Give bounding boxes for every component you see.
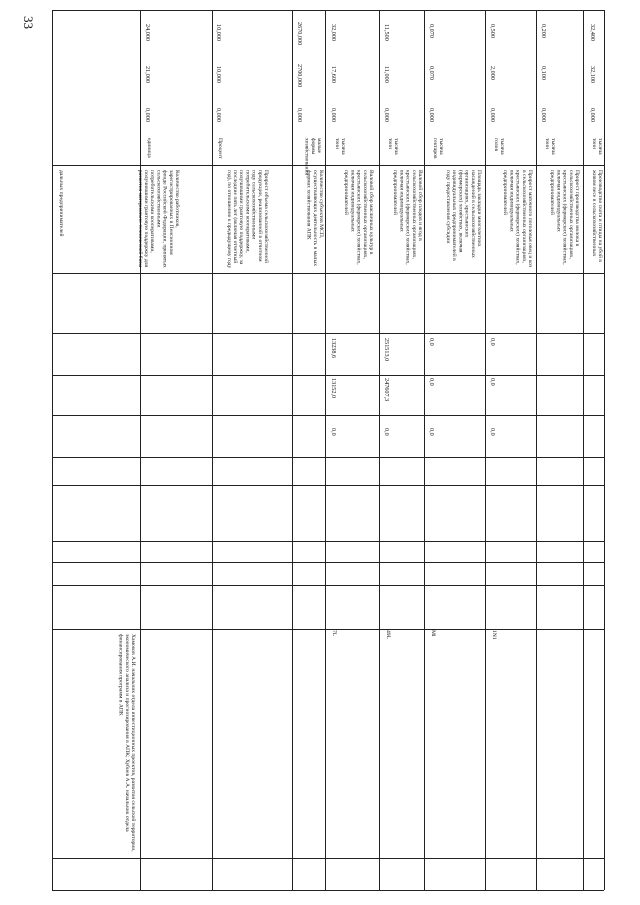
row-rule: [52, 10, 604, 11]
column-rule: [485, 10, 486, 890]
value-plan: 0,100: [540, 66, 547, 80]
indicator-code: 49L: [385, 630, 391, 640]
column-rule: [583, 10, 584, 890]
indicator-unit: тысяча тонн: [543, 138, 556, 155]
column-rule: [52, 10, 53, 890]
row-rule: [52, 457, 604, 458]
column-rule: [536, 10, 537, 890]
column-rule: [604, 10, 605, 890]
value-target: 11,500: [383, 24, 390, 41]
value-plan: 0,070: [428, 66, 435, 80]
indicator-unit: тысяча тонн: [333, 138, 346, 155]
funding-2: 247607,3: [383, 378, 390, 402]
row-rule: [52, 858, 604, 859]
column-rule: [325, 10, 326, 890]
funding-3: 0,0: [489, 338, 496, 346]
indicator-name: Производство скота и птицы на убой в живом весе в сельскохозяйственных: [590, 170, 603, 262]
funding-3: 251513,0: [383, 338, 390, 362]
column-rule: [140, 10, 141, 890]
row-rule: [52, 333, 604, 334]
indicator-unit: тысяча гектаров: [431, 138, 444, 159]
row-rule: [52, 541, 604, 542]
indicator-name: Площадь закладки многолетних насаждений в сельскохозяйственных организациях, крестьянских (фермерских) хозяйствах, включая индивидуальных предпринимателей в году предоставления субсидии: [444, 170, 482, 261]
indicator-unit: тысяча голов: [492, 138, 505, 155]
row-rule: [52, 485, 604, 486]
indicator-name: Прирост производства молока в сельскохозяйственных организациях, крестьянских (фермерских) хозяйствах, включая индивидуальных предпринимателей: [549, 170, 580, 265]
row-rule: [52, 562, 604, 563]
funding-1: 0,0: [383, 428, 390, 436]
funding-1: 0,0: [330, 428, 337, 436]
value-base: 0,000: [489, 108, 496, 122]
indicator-code: 7L: [331, 630, 337, 637]
indicator-unit: малые формы хозяйствования: [303, 138, 322, 176]
funding-2: 0,0: [428, 378, 435, 386]
row-rule: [52, 273, 604, 274]
value-plan: 10,000: [215, 66, 222, 84]
funding-3: 0,0: [428, 338, 435, 346]
value-target: 32,000: [330, 24, 337, 42]
value-target: 0,070: [428, 24, 435, 38]
value-plan: 17,600: [330, 66, 337, 84]
value-target: 24,000: [144, 24, 151, 42]
program-table: [52, 10, 604, 890]
page-number: 33: [21, 16, 36, 29]
responsible-executors: Хамоков А.И. начальник отдела инвестиционных проектов, развития сельской территории, экономического анализа и прогнозирования в АПК; Хубиев А.А. начальник отдела финансирования программ в АПК: [117, 634, 136, 852]
column-rule: [379, 10, 380, 890]
continued-header: дальных предпринимателей: [58, 170, 64, 237]
value-base: 0,000: [540, 108, 547, 122]
value-plan: 2,000: [489, 66, 496, 80]
value-target: 2670,000: [296, 22, 303, 46]
value-base: 0,000: [383, 108, 390, 122]
indicator-unit: тысяча тонн: [386, 138, 399, 155]
indicator-name: Прирост объема сельскохозяйственной продукции, реализованной в отчетном году сельскохозяйственными потребительскими кооперативами, получившими грантовую поддержку, за последние пять лет (включая отчетный год), по отношению к предыдущему году: [225, 170, 269, 269]
column-rule: [292, 10, 293, 890]
value-base: 0,000: [296, 108, 303, 122]
value-plan: 32,100: [589, 66, 596, 84]
indicator-name: Прирост маточного поголовья овец и коз в сельскохозяйственных организациях, крестьянских (фермерских) хозяйствах, включая индивидуальных предпринимателей: [502, 170, 533, 268]
value-plan: 11,000: [383, 66, 390, 83]
row-rule: [52, 629, 604, 630]
indicator-name: Количество работников, зарегистрированных в Пенсионном фонде Российской Федерации, принятых сельскохозяйственными потребительскими кооперативами, получившими грантовую поддержку для развития материально-технической базы: [136, 170, 180, 268]
row-rule: [52, 375, 604, 376]
funding-2: 13152,0: [330, 378, 337, 399]
value-target: 0,500: [489, 24, 496, 38]
indicator-name: Количество субъектов МСП, осуществляющих деятельность в малых формах хозяйствования АПК: [305, 170, 324, 267]
value-base: 0,000: [330, 108, 337, 122]
indicator-code: Ml: [430, 630, 436, 637]
value-target: 32,400: [589, 24, 596, 42]
funding-2: 0,0: [489, 378, 496, 386]
row-rule: [52, 415, 604, 416]
row-rule: [52, 585, 604, 586]
value-plan: 2700,000: [296, 64, 303, 88]
value-target: 0,200: [540, 24, 547, 38]
funding-1: 0,0: [489, 428, 496, 436]
value-plan: 21,000: [144, 66, 151, 84]
indicator-unit: тысяча тонн: [590, 138, 603, 155]
value-base: 0,000: [144, 108, 151, 122]
indicator-unit: Процент: [217, 138, 223, 159]
indicator-unit: единица: [146, 138, 152, 158]
value-base: 0,000: [428, 108, 435, 122]
value-base: 0,000: [589, 108, 596, 122]
value-base: 0,000: [215, 108, 222, 122]
column-rule: [424, 10, 425, 890]
row-rule: [52, 890, 604, 891]
indicator-code: 1N1: [491, 630, 497, 640]
value-target: 10,000: [215, 24, 222, 42]
indicator-name: Валовой сбор масличных культур в сельскохозяйственных организациях, крестьянских (фермерских) хозяйствах, включая индивидуальных предпринимателей: [343, 170, 374, 265]
indicator-name: Валовой сбор плодов и ягод в сельскохозяйственных организациях, крестьянских (фермерских) хозяйствах, включая индивидуальных предпринимателей: [392, 170, 423, 265]
funding-1: 0,0: [428, 428, 435, 436]
funding-3: 13238,6: [330, 338, 337, 359]
